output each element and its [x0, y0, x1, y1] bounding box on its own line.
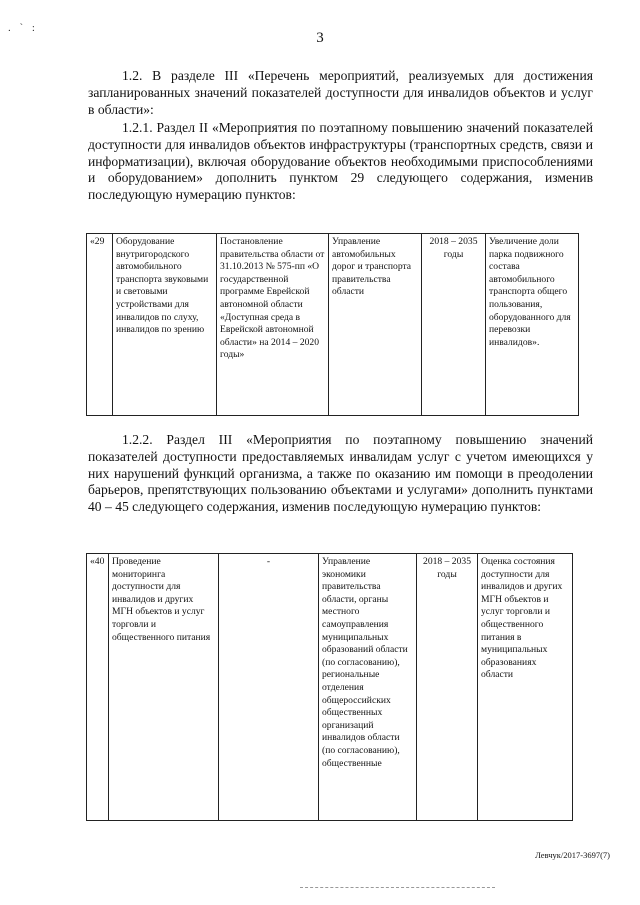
measures-table-1: [86, 233, 579, 416]
paragraph-1-2: 1.2. В разделе III «Перечень мероприятий, реализуемых для достижения запланированных значений показателей доступности для инвалидов объектов и услуг в области»:: [88, 68, 593, 117]
result-cell: Оценка состояния доступности для инвалидов и других МГН объектов и услуг торговли и общественного питания в муниципальных образованиях области: [478, 554, 573, 821]
legal-basis-cell: Постановление правительства области от 31.10.2013 № 575-пп «О государственной программе Еврейской автономной области «Доступная среда в Еврейской автономной области» на 2014 – 2020 годы»: [217, 234, 329, 416]
result-cell: Увеличение доли парка подвижного состава автомобильного транспорта общего пользования, оборудованного для перевозки инвалидов».: [486, 234, 579, 416]
event-cell: Проведение мониторинга доступности для инвалидов и других МГН объектов и услуг торговли и общественного питания: [109, 554, 219, 821]
measures-table-2: [86, 553, 573, 821]
legal-basis-cell: -: [219, 554, 319, 821]
item-number: «40: [87, 554, 109, 821]
executor-cell: Управление автомобильных дорог и транспорта правительства области: [329, 234, 422, 416]
paragraph-1-2-1: 1.2.1. Раздел II «Мероприятия по поэтапному повышению значений показателей доступности для инвалидов объектов инфраструктуры (транспортных средств, связи и информатизации), включая оборудование объектов необходимыми приспособлениями и оборудованием» дополнить пунктом 29 следующего содержания, изменив последующую нумерацию пунктов:: [88, 120, 593, 203]
period-cell: 2018 – 2035 годы: [422, 234, 486, 416]
item-number: «29: [87, 234, 113, 416]
table-row: [87, 554, 573, 821]
table-row: [87, 234, 579, 416]
period-cell: 2018 – 2035 годы: [417, 554, 478, 821]
paragraph-1-2-2: 1.2.2. Раздел III «Мероприятия по поэтапному повышению значений показателей доступности предоставляемых инвалидам услуг с учетом имеющихся у них нарушений функций организма, а также по оказанию им помощи в преодолении барьеров, препятствующих пользованию объектами и услугами» дополнить пунктами 40 – 45 следующего содержания, изменив последующую нумерацию пунктов:: [88, 432, 593, 515]
document-code: Левчук/2017-3697(7): [535, 850, 610, 860]
executor-cell: Управление экономики правительства области, органы местного самоуправления муниципальных образований области (по согласованию), региональные отделения общероссийских общественных организаций инвалидов области (по согласованию), общественные: [319, 554, 417, 821]
event-cell: Оборудование внутригородского автомобильного транспорта звуковыми и световыми устройствами для инвалидов по слуху, инвалидов по зрению: [113, 234, 217, 416]
scan-speck: . ` :: [8, 22, 38, 34]
divider: [300, 887, 495, 888]
page-number: 3: [316, 30, 324, 46]
